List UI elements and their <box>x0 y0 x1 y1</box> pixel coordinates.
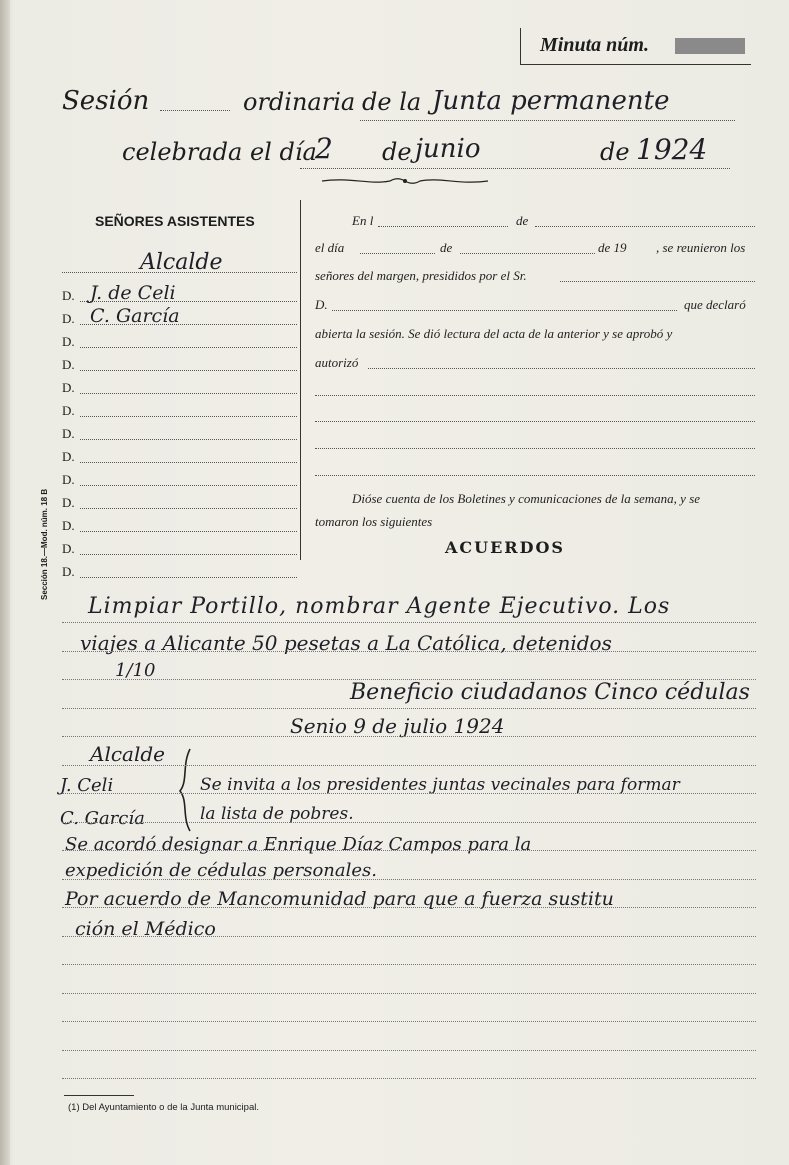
asistente-dotted-line <box>80 347 297 348</box>
asistente-dotted-line <box>80 462 297 463</box>
acuerdo-line-5: Senio 9 de julio 1924 <box>290 714 505 738</box>
asistente-dotted-line <box>80 439 297 440</box>
ruled-dotted-line <box>62 708 756 709</box>
session-day: 2 <box>315 132 333 165</box>
minuta-label: Minuta núm. <box>540 34 649 56</box>
d-presidente-label: D. <box>315 297 328 312</box>
acuerdo-line-8: Se acordó designar a Enrique Díaz Campos para la <box>65 834 532 855</box>
ruled-dotted-line <box>62 1078 756 1079</box>
asistente-d-label: D. <box>62 380 75 395</box>
acuerdo-line-7: la lista de pobres. <box>200 804 354 824</box>
ruled-dotted-line <box>62 765 756 766</box>
dotted-line <box>160 110 230 111</box>
dotted-line <box>378 226 508 227</box>
dotted-line <box>300 168 730 169</box>
column-divider <box>300 200 301 560</box>
ruled-dotted-line <box>62 850 756 851</box>
dotted-line <box>360 253 435 254</box>
sesion-label: Sesión <box>62 86 150 116</box>
alcalde-handwritten: Alcalde <box>90 742 165 766</box>
asistente-d-label: D. <box>62 426 75 441</box>
ruled-dotted-line <box>62 879 756 880</box>
de19-label: de 19 <box>598 240 627 255</box>
de-label-a: de <box>516 213 529 228</box>
session-body-handwritten: Junta permanente <box>432 86 670 116</box>
que-declaro-text: que declaró <box>684 297 746 312</box>
se-reunieron-text: , se reunieron los <box>656 240 746 255</box>
acuerdos-heading: ACUERDOS <box>445 538 565 557</box>
session-type: ordinaria <box>243 88 356 116</box>
ruled-dotted-line <box>62 1021 756 1022</box>
dotted-line <box>315 475 755 476</box>
acuerdo-line-2: viajes a Alicante 50 pesetas a La Católica, detenidos <box>80 631 612 655</box>
diose-cuenta-text: Dióse cuenta de los Boletines y comunicaciones de la semana, y se <box>352 491 701 506</box>
ruled-dotted-line <box>62 622 756 623</box>
dotted-line <box>535 226 755 227</box>
asistente-d-label: D. <box>62 541 75 556</box>
page-binding-edge <box>0 0 10 1165</box>
session-month: junio <box>415 134 481 164</box>
asistente-d-label: D. <box>62 472 75 487</box>
tomaron-text: tomaron los siguientes <box>315 514 433 529</box>
asistente-name: J. de Celi <box>90 282 176 304</box>
section-model-label: Sección 18.—Mod. núm. 18 B <box>40 488 49 600</box>
footnote-rule <box>64 1095 134 1096</box>
abierta-sesion-text: abierta la sesión. Se dió lectura del acta de la anterior y se aprobó y <box>315 326 673 341</box>
acuerdo-line-6: Se invita a los presidentes juntas vecinales para formar <box>200 775 680 795</box>
ruled-dotted-line <box>62 907 756 908</box>
ruled-dotted-line <box>62 679 756 680</box>
acuerdo-line-10: Por acuerdo de Mancomunidad para que a fuerza sustitu <box>65 888 614 910</box>
en-label: En l <box>352 213 374 228</box>
de-label-b: de <box>440 240 453 255</box>
ruled-dotted-line <box>62 822 756 823</box>
session-year: 1924 <box>636 133 708 166</box>
asistente-dotted-line <box>80 485 297 486</box>
footnote-text: (1) Del Ayuntamiento o de la Junta municipal. <box>68 1102 259 1113</box>
ruled-dotted-line <box>62 936 756 937</box>
ruled-dotted-line <box>62 964 756 965</box>
asistente-d-label: D. <box>62 334 75 349</box>
dotted-line <box>368 368 755 369</box>
acuerdo-line-9: expedición de cédulas personales. <box>65 860 377 881</box>
garcia-handwritten: C. García <box>60 808 145 829</box>
el-dia-label: el día <box>315 240 345 255</box>
presidente-handwritten: Alcalde <box>140 250 223 275</box>
autorizo-text: autorizó <box>315 355 359 370</box>
ruled-dotted-line <box>62 793 756 794</box>
asistente-dotted-line <box>80 370 297 371</box>
dotted-line <box>315 421 755 422</box>
dotted-line <box>332 310 677 311</box>
asistente-d-label: D. <box>62 288 75 303</box>
asistente-dotted-line <box>80 554 297 555</box>
asistente-dotted-line <box>80 577 297 578</box>
acuerdo-line-3: 1/10 <box>115 660 156 681</box>
asistente-d-label: D. <box>62 357 75 372</box>
asistente-d-label: D. <box>62 495 75 510</box>
ruled-dotted-line <box>62 651 756 652</box>
asistente-d-label: D. <box>62 311 75 326</box>
asistente-d-label: D. <box>62 449 75 464</box>
dotted-line <box>560 281 755 282</box>
dotted-line <box>315 448 755 449</box>
dotted-line <box>360 120 735 121</box>
ruled-dotted-line <box>62 736 756 737</box>
asistente-d-label: D. <box>62 518 75 533</box>
asistente-dotted-line <box>80 531 297 532</box>
acuerdo-line-1: Limpiar Portillo, nombrar Agente Ejecutivo. Los <box>88 594 671 619</box>
asistente-d-label: D. <box>62 564 75 579</box>
ruled-dotted-line <box>62 993 756 994</box>
acuerdo-line-4: Beneficio ciudadanos Cinco cédulas <box>350 680 750 705</box>
ornament-flourish-icon <box>320 174 490 188</box>
asistentes-heading: SEÑORES ASISTENTES <box>95 213 255 229</box>
asistente-name: C. García <box>90 305 180 327</box>
de-text-2: de <box>600 138 630 166</box>
dotted-line <box>62 272 297 273</box>
acuerdo-line-11: ción el Médico <box>75 918 216 940</box>
ruled-dotted-line <box>62 1050 756 1051</box>
dotted-line <box>460 253 595 254</box>
de-la-text: de la <box>362 88 422 116</box>
asistente-d-label: D. <box>62 403 75 418</box>
asistente-dotted-line <box>80 416 297 417</box>
senores-margen-text: señores del margen, presididos por el Sr. <box>315 268 527 283</box>
minuta-number-field <box>675 38 745 54</box>
celi-handwritten: J. Celi <box>60 775 114 796</box>
de-text-1: de <box>382 138 412 166</box>
dotted-line <box>315 395 755 396</box>
celebrada-label: celebrada el día <box>122 138 317 166</box>
asistente-dotted-line <box>80 508 297 509</box>
asistente-dotted-line <box>80 393 297 394</box>
